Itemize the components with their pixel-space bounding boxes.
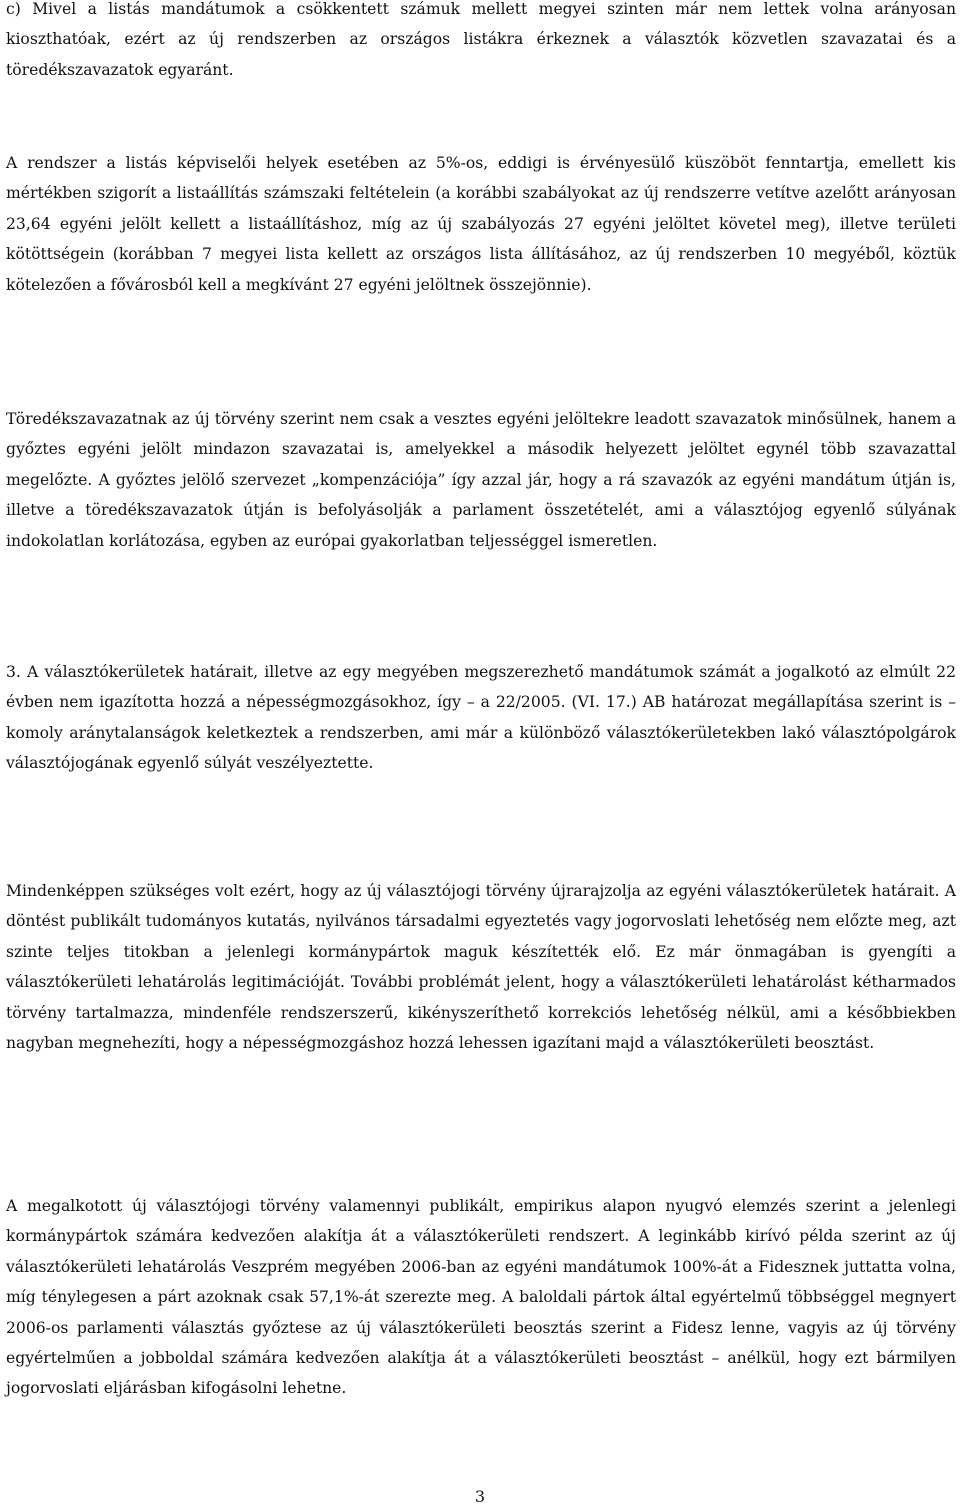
- page-number: 3: [474, 1487, 486, 1506]
- paragraph-fractional-votes: Töredékszavazatnak az új törvény szerint nem csak a vesztes egyéni jelöltekre leadott szavazatok minősülnek, hanem a győztes egyéni jelölt mindazon szavazatai is, amelyekkel a második helyezett jelöltet egynél több szavazattal megelőzte. A győztes jelölő szervezet „kompenzációja” így azzal jár, hogy a rá szavazók az egyéni mandátum útján is, illetve a töredékszavazatok útján is befolyásolják a parlament összetételét, ami a választójog egyenlő súlyának indokolatlan korlátozása, egyben az európai gyakorlatban teljességgel ismeretlen.: [6, 410, 956, 550]
- paragraph-list-mandates: c) Mivel a listás mandátumok a csökkentett számuk mellett megyei szinten már nem lettek volna arányosan kioszthatóak, ezért az új rendszerben az országos listákra érkeznek a választók közvetlen szavazatai és a töredékszavazatok egyaránt.: [6, 0, 956, 79]
- paragraph-list-threshold: A rendszer a listás képviselői helyek esetében az 5%-os, eddigi is érvényesülő küszöböt fenntartja, emellett kis mértékben szigorít a listaállítás számszaki feltételein (a korábbi szabályokat az új rendszerre vetítve azelőtt arányosan 23,64 egyéni jelölt kellett a listaállításhoz, míg az új szabályozás 27 egyéni jelöltet követel meg), illetve területi kötöttségein (korábban 7 megyei lista kellett az országos lista állításához, az új rendszerben 10 megyéből, köztük kötelezően a fővárosból kell a megkívánt 27 egyéni jelöltnek összejönnie).: [6, 154, 956, 294]
- paragraph-electoral-analysis: A megalkotott új választójogi törvény valamennyi publikált, empirikus alapon nyugvó elemzés szerint a jelenlegi kormánypártok számára kedvezően alakítja át a választókerületi rendszert. A leginkább kirívó példa szerint az új választókerületi lehatárolás Veszprém megyében 2006-ban az egyéni mandátumok 100%-át a Fidesznek juttatta volna, míg ténylegesen a párt azoknak csak 57,1%-át szerezte meg. A baloldali pártok által egyértelmű többséggel megnyert 2006-os parlamenti választás győztese az új választókerületi beosztás szerint a Fidesz lenne, vagyis az új törvény egyértelműen a jobboldal számára kedvezően alakítja át a választókerületi beosztást – anélkül, hogy ezt bármilyen jogorvoslati eljárásban kifogásolni lehetne.: [6, 1197, 956, 1398]
- paragraph-district-boundaries: 3. A választókerületek határait, illetve az egy megyében megszerezhető mandátumok számát a jogalkotó az elmúlt 22 évben nem igazította hozzá a népességmozgásokhoz, így – a 22/2005. (VI. 17.) AB határozat megállapítása szerint is – komoly aránytalanságok keletkeztek a rendszerben, ami már a különböző választókerületekben lakó választópolgárok választójogának egyenlő súlyát veszélyeztette.: [6, 663, 956, 773]
- paragraph-redistricting: Mindenképpen szükséges volt ezért, hogy az új választójogi törvény újrarajzolja az egyéni választókerületek határait. A döntést publikált tudományos kutatás, nyilvános társadalmi egyeztetés vagy jogorvoslati lehetőség nem előzte meg, azt szinte teljes titokban a jelenlegi kormánypártok maguk készítették elő. Ez már önmagában is gyengíti a választókerületi lehatárolás legitimációját. További problémát jelent, hogy a választókerületi lehatárolást kétharmados törvény tartalmazza, mindenféle rendszerszerű, kikényszeríthető korrekciós lehetőség nélkül, ami a későbbiekben nagyban megnehezíti, hogy a népességmozgáshoz hozzá lehessen igazítani majd a választókerületi beosztást.: [6, 882, 956, 1053]
